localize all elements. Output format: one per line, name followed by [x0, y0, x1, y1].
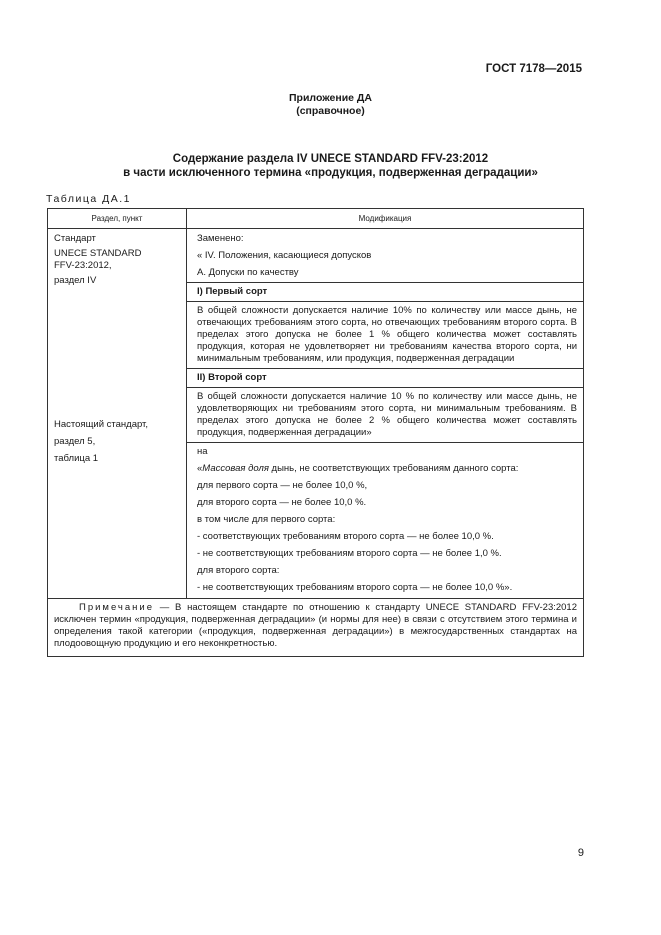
section-line: раздел 5, [54, 436, 96, 447]
divider [187, 387, 583, 388]
divider [187, 301, 583, 302]
note-row [48, 599, 584, 657]
section-line: Настоящий стандарт, [54, 419, 148, 430]
section-line: таблица 1 [54, 453, 99, 464]
on-text: на [197, 446, 208, 457]
standard-code: ГОСТ 7178—2015 [485, 63, 582, 75]
second-grade-text: В общей сложности допускается наличие 10 % по количеству или массе дынь, не удовлетворяющих ни требованиям этого сорта, ни минимальным требованиям. В пределах этого допуска не более 2 % общего количества может составлять продукция, подверженная деградации» [197, 391, 577, 438]
second-grade-heading: II) Второй сорт [197, 372, 267, 383]
including-item: - не соответствующих требованиям второго сорта — не более 10,0 %». [197, 582, 513, 593]
including-first: в том числе для первого сорта: [197, 514, 336, 525]
section-title [0, 152, 661, 180]
header-modification: Модификация [187, 209, 584, 229]
modification-table [47, 208, 584, 657]
appendix-subtitle: (справочное) [296, 105, 365, 117]
spacer [54, 290, 183, 419]
replaced-text: Заменено: [197, 233, 244, 244]
mass-fraction-rest: дынь, не соответствующих требованиям данного сорта: [268, 463, 519, 474]
section-line: Стандарт [54, 233, 96, 244]
section-line: FFV-23:2012, [54, 260, 112, 271]
table-caption: Таблица ДА.1 [46, 193, 131, 205]
table-row [48, 229, 584, 599]
first-grade-text: В общей сложности допускается наличие 10% по количеству или массе дынь, не отвечающих требованиям этого сорта, но отвечающих требованиям второго сорта. В пределах этого допуска не более 1 % общего количества может составлять продукция, которая не удовлетворяет ни требованиям качества второго сорта, ни минимальным требованиям, или продукция, подверженная деградации [197, 305, 577, 364]
appendix-heading [0, 92, 661, 118]
page-number: 9 [577, 847, 584, 859]
item-iv: « IV. Положения, касающиеся допусков [197, 250, 372, 261]
note-label: Примечание [79, 602, 154, 613]
note-cell [48, 599, 584, 657]
mass-fraction-line [197, 463, 577, 475]
section-title-line1: Содержание раздела IV UNECE STANDARD FFV-23:2012 [172, 153, 489, 165]
for-second: для второго сорта: [197, 565, 280, 576]
section-title-line2: в части исключенного термина «продукция, подверженная деградации» [123, 167, 538, 179]
mass-open-quote: « [197, 463, 203, 474]
including-item: - соответствующих требованиям второго сорта — не более 10,0 %. [197, 531, 494, 542]
section-line: раздел IV [54, 275, 97, 286]
second-grade-limit: для второго сорта — не более 10,0 %. [197, 497, 367, 508]
section-line: UNECE STANDARD [54, 248, 142, 259]
divider [187, 282, 583, 283]
table-header-row [48, 209, 584, 229]
first-grade-heading: I) Первый сорт [197, 286, 268, 297]
header-section: Раздел, пункт [48, 209, 187, 229]
modification-cell [187, 229, 584, 599]
item-a: А. Допуски по качеству [197, 267, 299, 278]
including-item: - не соответствующих требованиям второго сорта — не более 1,0 %. [197, 548, 502, 559]
note-text: — В настоящем стандарте по отношению к стандарту UNECE STANDARD FFV-23:2012 исключен термин «продукция, подверженная деградации» (и нормы для нее) в связи с отсутствием этого термина и определения такой категории («продукция, подверженная деградации») в межгосударственных стандартах на плодоовощную продукцию и его неконкретностью. [54, 602, 577, 649]
mass-fraction-term: Массовая доля [202, 463, 269, 474]
divider [187, 442, 583, 443]
divider [187, 368, 583, 369]
appendix-title: Приложение ДА [289, 92, 372, 104]
first-grade-limit: для первого сорта — не более 10,0 %, [197, 480, 368, 491]
section-cell [48, 229, 187, 599]
